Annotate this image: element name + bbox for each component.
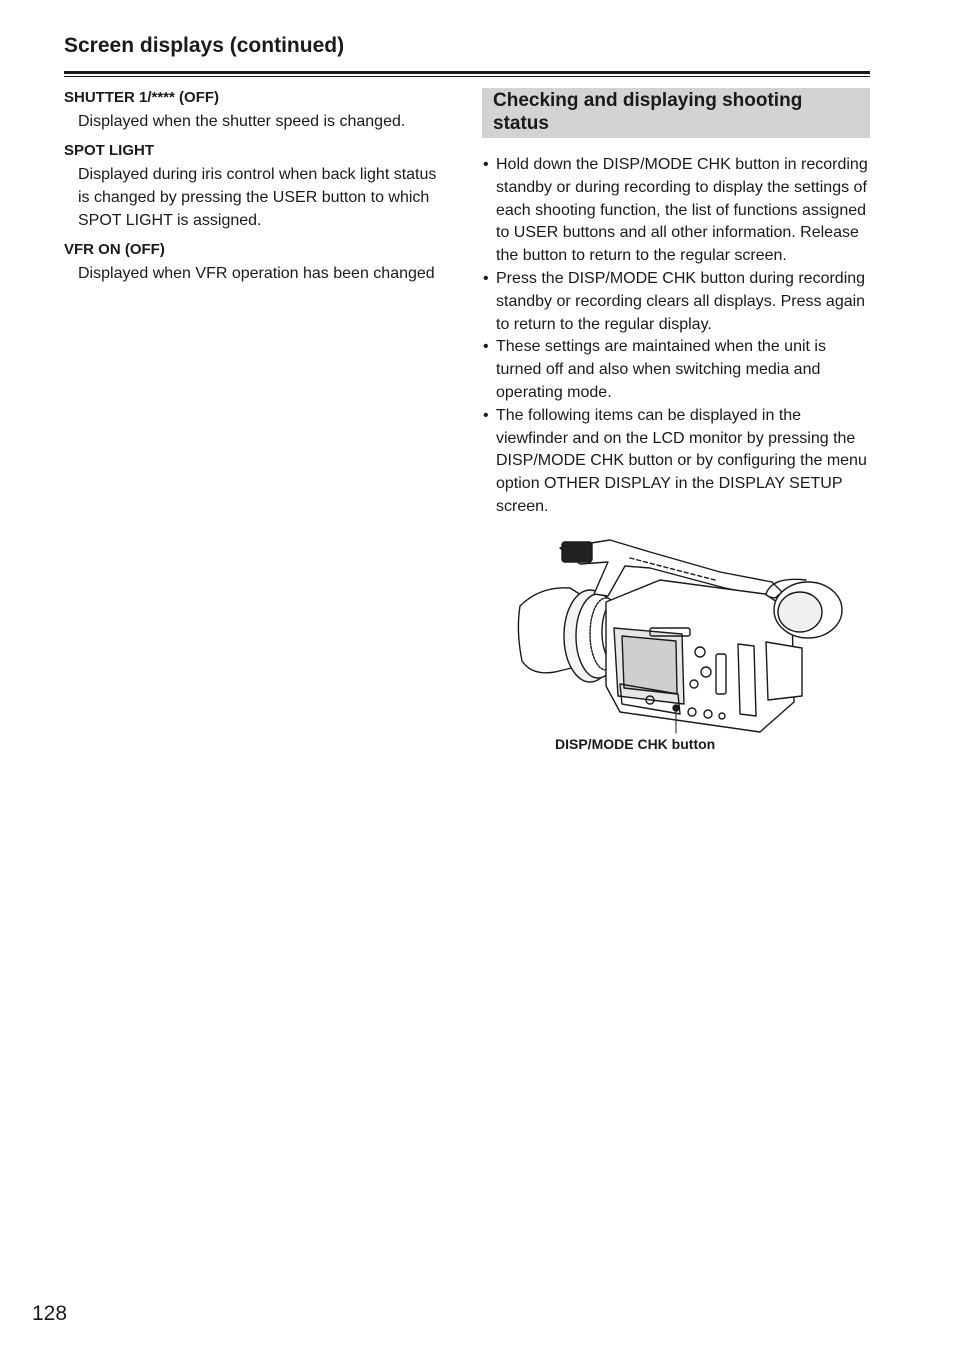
bullet-text: The following items can be displayed in the viewfinder and on the LCD monitor by pressing the DISP/MODE CHK button or by configuring the menu option OTHER DISPLAY in the DISPLAY SETUP screen.	[496, 406, 867, 515]
bullet-dot: •	[483, 406, 489, 424]
left-column	[64, 88, 444, 293]
header-rule-thick	[64, 71, 870, 74]
page-title: Screen displays (continued)	[64, 34, 345, 57]
list-item	[482, 336, 872, 404]
list-item	[482, 405, 872, 519]
entry-desc-vfr: Displayed when VFR operation has been changed	[78, 265, 435, 282]
entry-desc-spot-light: Displayed during iris control when back light status is changed by pressing the USER button to which SPOT LIGHT is assigned.	[78, 166, 437, 229]
figure-caption: DISP/MODE CHK button	[555, 736, 716, 752]
list-item	[482, 268, 872, 336]
bullet-text: Hold down the DISP/MODE CHK button in recording standby or during recording to display the settings of each shooting function, the list of functions assigned to USER buttons and all other information. Release the button to return to the regular screen.	[496, 156, 868, 265]
section-heading: Checking and displaying shooting status	[482, 88, 870, 138]
page-number: 128	[32, 1302, 68, 1325]
bullet-dot: •	[483, 338, 489, 356]
bullet-text: These settings are maintained when the unit is turned off and also when switching media and operating mode.	[496, 338, 826, 401]
entry-term-vfr: VFR ON (OFF)	[64, 241, 165, 258]
bullet-dot: •	[483, 269, 489, 287]
bullet-text: Press the DISP/MODE CHK button during recording standby or recording clears all displays. Press again to return to the regular display.	[496, 269, 866, 333]
entry-term-shutter: SHUTTER 1/**** (OFF)	[64, 89, 220, 106]
bullet-list	[482, 154, 872, 519]
list-item	[482, 154, 872, 268]
header-rule-thin	[64, 76, 870, 77]
entry-term-spot-light: SPOT LIGHT	[64, 142, 154, 159]
right-column	[482, 88, 872, 519]
bullet-dot: •	[483, 156, 489, 173]
camcorder-illustration	[510, 536, 846, 736]
entry-desc-shutter: Displayed when the shutter speed is changed.	[78, 113, 406, 130]
